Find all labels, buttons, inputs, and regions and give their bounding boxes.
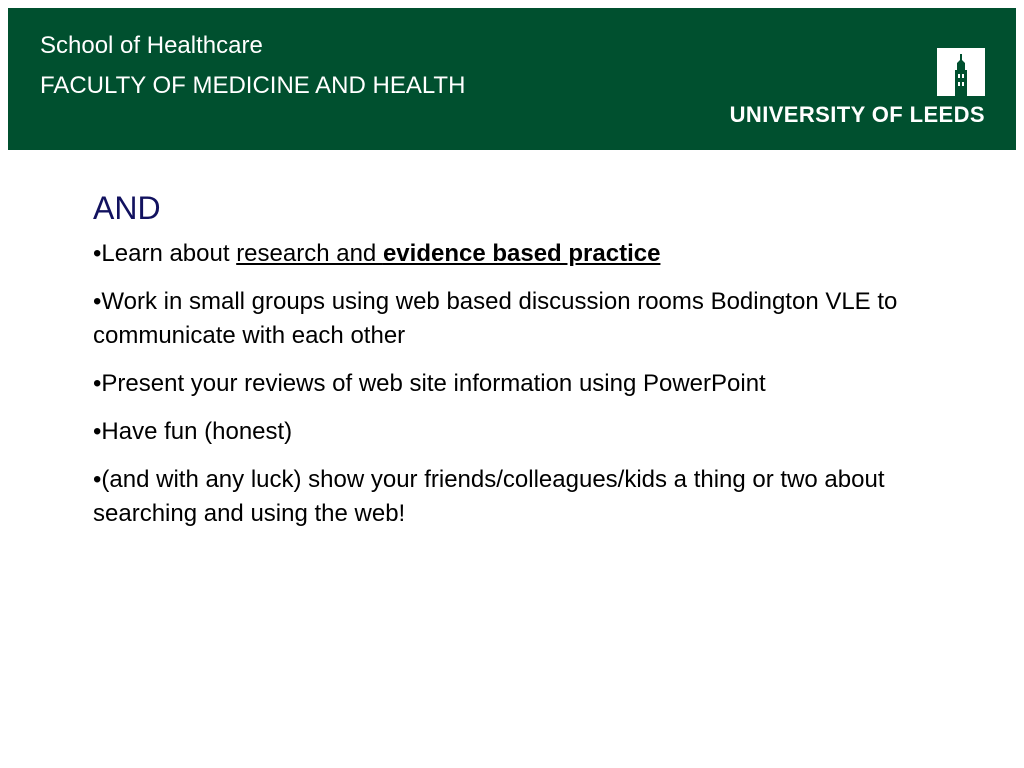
bullet-prefix: •Learn about — [93, 240, 237, 267]
header-banner — [8, 8, 1016, 150]
faculty-name: FACULTY OF MEDICINE AND HEALTH — [40, 72, 466, 99]
slide-content — [93, 188, 923, 545]
slide-heading: AND — [93, 190, 161, 226]
bullet-item: •Present your reviews of web site information using PowerPoint — [93, 370, 766, 397]
university-logo-text: UNIVERSITY OF LEEDS — [729, 102, 985, 127]
research-link-text: research and — [236, 240, 383, 267]
bullet-item — [93, 237, 923, 271]
bullet-item: •Work in small groups using web based discussion rooms Bodington VLE to communicate with each other — [93, 288, 898, 349]
research-link[interactable] — [236, 240, 660, 267]
bullet-item: •Have fun (honest) — [93, 418, 293, 445]
evidence-based-practice-link-text: evidence based practice — [382, 240, 661, 267]
school-name: School of Healthcare — [40, 32, 263, 59]
bullet-item: •(and with any luck) show your friends/colleagues/kids a thing or two about searching and using the web! — [93, 466, 885, 527]
parkinson-tower-crest-icon — [937, 48, 985, 96]
